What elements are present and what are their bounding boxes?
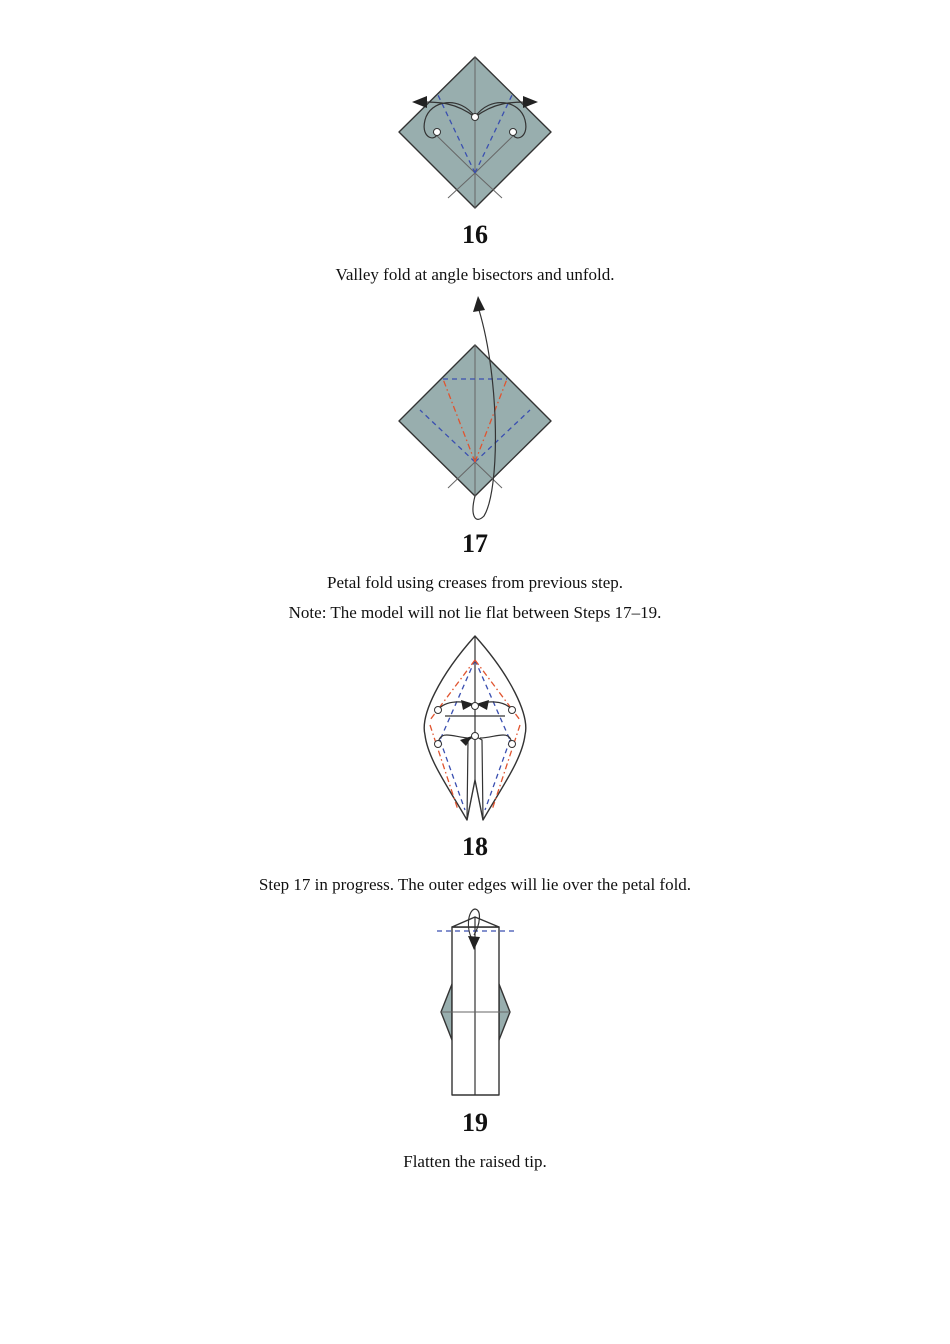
step-18-paper [424,636,526,820]
step-19-diagram [0,900,950,1100]
step-17-number: 17 [462,529,488,558]
step-17-paper [399,345,551,496]
step-16-caption: Valley fold at angle bisectors and unfold. [335,265,615,284]
step-17-note: Note: The model will not lie flat between Steps 17–19. [288,603,662,622]
step-16-diagram [0,40,950,220]
step-17-caption: Petal fold using creases from previous step. [326,573,623,592]
step-18-diagram [0,630,950,830]
step-16-number: 16 [462,220,488,249]
step-19-number: 19 [462,1108,488,1137]
step-17-diagram [0,290,950,530]
step-18-number: 18 [462,832,488,861]
step-19-caption: Flatten the raised tip. [403,1152,547,1171]
step-18-caption: Step 17 in progress. The outer edges will lie over the petal fold. [258,875,692,894]
step-16-paper [399,57,551,208]
